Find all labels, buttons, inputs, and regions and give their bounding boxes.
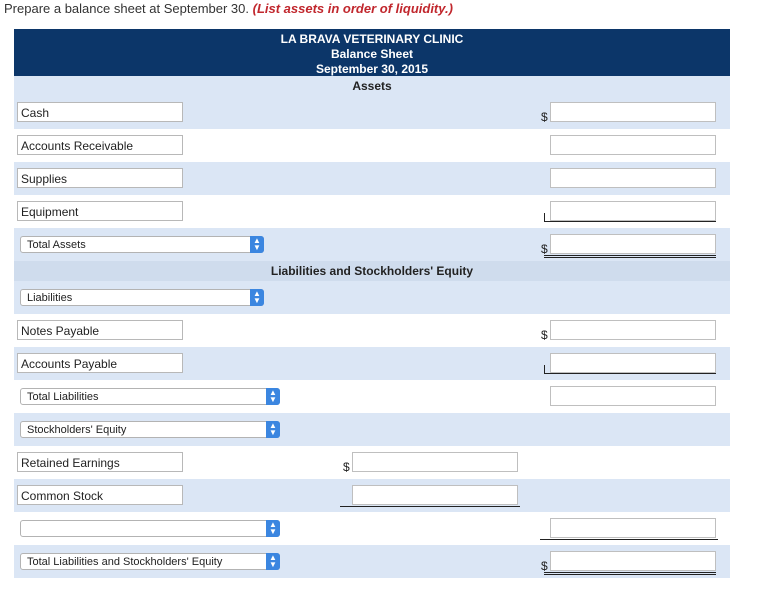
assets-heading: Assets — [14, 76, 730, 96]
cash-label-field[interactable]: Cash — [17, 102, 183, 122]
notes-payable-amount-input[interactable] — [550, 320, 716, 340]
instruction-main: Prepare a balance sheet at September 30. — [4, 1, 249, 16]
select-arrows-icon: ▲ ▼ — [250, 289, 264, 306]
retained-earnings-amount-input[interactable] — [352, 452, 518, 472]
instruction-text — [4, 1, 453, 16]
retained-earnings-label-field[interactable]: Retained Earnings — [17, 452, 183, 472]
liabilities-heading-select-value: Liabilities — [27, 292, 73, 304]
total-assets-select[interactable] — [20, 236, 264, 253]
cash-amount-input[interactable] — [550, 102, 716, 122]
instruction-highlight: (List assets in order of liquidity.) — [252, 1, 453, 16]
total-liabilities-equity-select-value: Total Liabilities and Stockholders' Equity — [27, 556, 223, 568]
dollar-sign: $ — [541, 559, 548, 573]
equity-heading-select-value: Stockholders' Equity — [27, 424, 127, 436]
row-equity-heading — [14, 413, 730, 446]
row-accounts-payable — [14, 347, 730, 380]
liabilities-equity-heading: Liabilities and Stockholders' Equity — [14, 261, 730, 281]
equipment-amount-input[interactable] — [550, 201, 716, 221]
accounts-receivable-label-field[interactable]: Accounts Receivable — [17, 135, 183, 155]
total-liabilities-equity-select[interactable] — [20, 553, 280, 570]
select-arrows-icon: ▲ ▼ — [266, 421, 280, 438]
dollar-sign: $ — [541, 110, 548, 124]
supplies-label-field[interactable]: Supplies — [17, 168, 183, 188]
row-total-liabilities — [14, 380, 730, 413]
supplies-amount-input[interactable] — [550, 168, 716, 188]
subtotal-underline — [544, 221, 716, 222]
row-total-assets — [14, 228, 730, 261]
balance-sheet — [14, 29, 730, 578]
total-liabilities-equity-amount-input[interactable] — [550, 551, 716, 571]
row-notes-payable — [14, 314, 730, 347]
row-accounts-receivable — [14, 129, 730, 162]
common-stock-label-field[interactable]: Common Stock — [17, 485, 183, 505]
common-stock-amount-input[interactable] — [352, 485, 518, 505]
total-liabilities-amount-input[interactable] — [550, 386, 716, 406]
dollar-sign: $ — [343, 460, 350, 474]
statement-date: September 30, 2015 — [315, 62, 429, 76]
row-supplies — [14, 162, 730, 195]
total-equity-amount-input[interactable] — [550, 518, 716, 538]
accounts-receivable-amount-input[interactable] — [550, 135, 716, 155]
select-arrows-icon: ▲ ▼ — [266, 553, 280, 570]
dollar-sign: $ — [541, 328, 548, 342]
row-equipment — [14, 195, 730, 228]
notes-payable-label-field[interactable]: Notes Payable — [17, 320, 183, 340]
statement-name: Balance Sheet — [330, 47, 414, 61]
row-cash — [14, 96, 730, 129]
select-arrows-icon: ▲ ▼ — [266, 520, 280, 537]
equity-heading-select[interactable] — [20, 421, 280, 438]
row-total-liabilities-equity — [14, 545, 730, 578]
equity-total-select[interactable] — [20, 520, 280, 537]
total-liabilities-select-value: Total Liabilities — [27, 391, 99, 403]
subtotal-underline — [544, 373, 716, 374]
company-name: LA BRAVA VETERINARY CLINIC — [280, 32, 464, 46]
double-underline — [544, 572, 716, 575]
liabilities-heading-select[interactable] — [20, 289, 264, 306]
row-liabilities-heading — [14, 281, 730, 314]
accounts-payable-amount-input[interactable] — [550, 353, 716, 373]
double-underline — [544, 255, 716, 258]
equipment-label-field[interactable]: Equipment — [17, 201, 183, 221]
underline-tick — [544, 365, 545, 373]
select-arrows-icon: ▲ ▼ — [250, 236, 264, 253]
total-assets-select-value: Total Assets — [27, 239, 86, 251]
row-blank-total — [14, 512, 730, 545]
row-retained-earnings — [14, 446, 730, 479]
total-assets-amount-input[interactable] — [550, 234, 716, 254]
subtotal-underline — [540, 539, 718, 540]
accounts-payable-label-field[interactable]: Accounts Payable — [17, 353, 183, 373]
subtotal-underline — [340, 506, 520, 507]
row-common-stock — [14, 479, 730, 512]
underline-tick — [544, 213, 545, 221]
sheet-header — [14, 29, 730, 76]
select-arrows-icon: ▲ ▼ — [266, 388, 280, 405]
dollar-sign: $ — [541, 242, 548, 256]
total-liabilities-select[interactable] — [20, 388, 280, 405]
